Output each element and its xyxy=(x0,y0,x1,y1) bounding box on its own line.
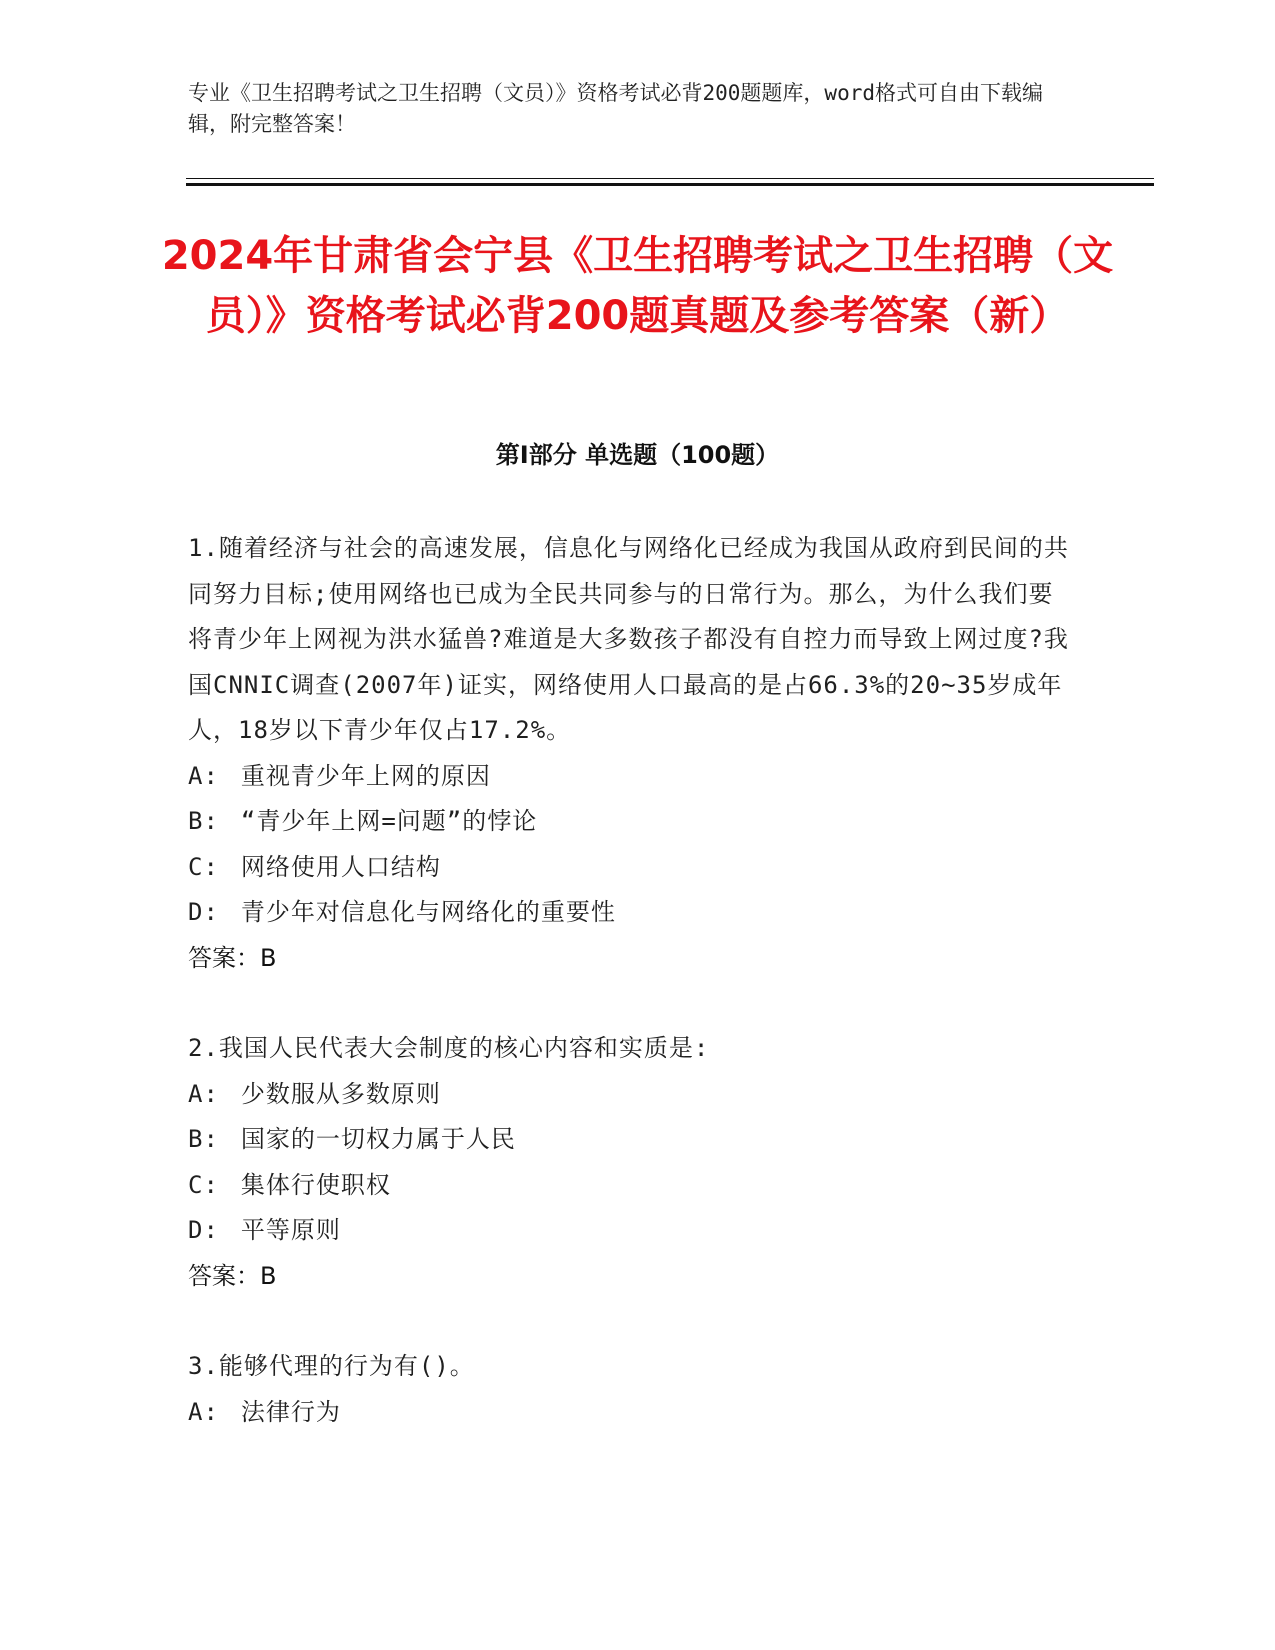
header-rule-thin xyxy=(186,178,1154,179)
option-b xyxy=(188,799,1078,845)
option-a xyxy=(188,1390,1078,1436)
spacer xyxy=(188,981,1078,1026)
option-text: 青少年对信息化与网络化的重要性 xyxy=(240,898,616,926)
question-1 xyxy=(188,526,1078,981)
option-c xyxy=(188,845,1078,891)
section-heading: 第I部分 单选题（100题） xyxy=(495,441,780,469)
option-d xyxy=(188,890,1078,936)
option-c xyxy=(188,1163,1078,1209)
option-text: 法律行为 xyxy=(240,1397,341,1426)
option-letter: B: xyxy=(188,1125,219,1153)
question-text: 3.能够代理的行为有()。 xyxy=(188,1352,475,1380)
option-letter: A: xyxy=(188,761,219,790)
option-letter: D: xyxy=(188,1216,219,1244)
option-letter: D: xyxy=(188,898,219,926)
option-text: 集体行使职权 xyxy=(240,1170,391,1199)
option-text: 国家的一切权力属于人民 xyxy=(240,1125,516,1153)
header-note: 专业《卫生招聘考试之卫生招聘（文员）》资格考试必背200题题库，word格式可自由下载编辑，附完整答案！ xyxy=(188,81,1043,136)
option-text: 网络使用人口结构 xyxy=(240,852,441,881)
answer: 答案：B xyxy=(188,1261,277,1290)
spacer xyxy=(188,1299,1078,1344)
question-text: 2.我国人民代表大会制度的核心内容和实质是: xyxy=(188,1034,710,1062)
question-list xyxy=(188,526,1078,1435)
question-3 xyxy=(188,1344,1078,1435)
option-letter: B: xyxy=(188,807,219,835)
answer: 答案：B xyxy=(188,943,277,972)
option-text: 少数服从多数原则 xyxy=(240,1079,441,1108)
question-text: 1.随着经济与社会的高速发展，信息化与网络化已经成为我国从政府到民间的共同努力目标;使用网络也已成为全民共同参与的日常行为。那么，为什么我们要将青少年上网视为洪水猛兽?难道是大多数孩子都没有自控力而导致上网过度?我国CNNIC调查(2007年)证实，网络使用人口最高的是占66.3%的20~35岁成年人，18岁以下青少年仅占17.2%。 xyxy=(188,534,1069,744)
option-d xyxy=(188,1208,1078,1254)
option-a xyxy=(188,754,1078,800)
option-letter: C: xyxy=(188,852,219,881)
option-b xyxy=(188,1117,1078,1163)
option-letter: A: xyxy=(188,1397,219,1426)
option-text: 重视青少年上网的原因 xyxy=(240,761,491,790)
header-rule-thick xyxy=(186,183,1154,186)
option-text: “青少年上网=问题”的悖论 xyxy=(240,807,538,835)
option-letter: A: xyxy=(188,1079,219,1108)
question-2 xyxy=(188,1026,1078,1299)
option-text: 平等原则 xyxy=(240,1216,341,1244)
document-title: 2024年甘肃省会宁县《卫生招聘考试之卫生招聘（文员）》资格考试必背200题真题及参考答案（新） xyxy=(161,233,1114,339)
option-letter: C: xyxy=(188,1170,219,1199)
option-a xyxy=(188,1072,1078,1118)
